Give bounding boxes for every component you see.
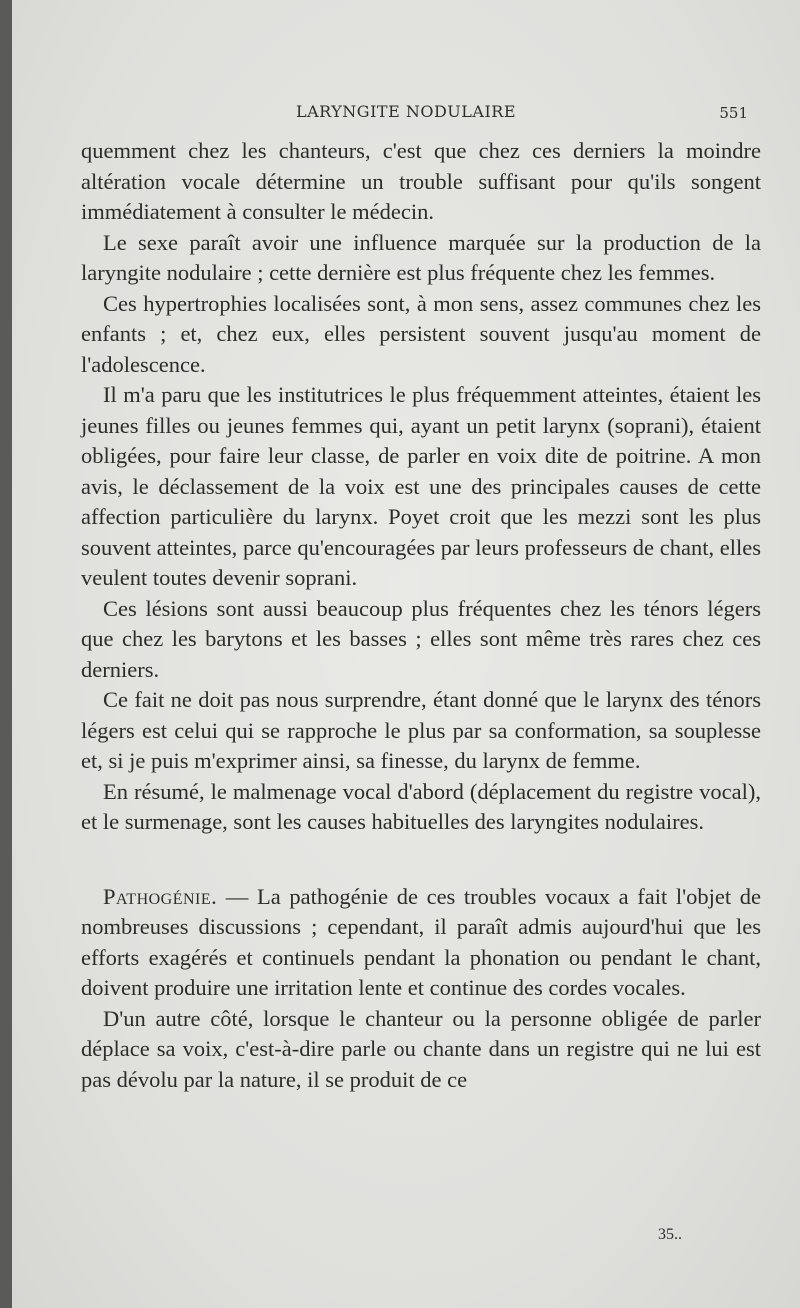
signature-mark: 35.. — [658, 1226, 682, 1243]
paragraph-7: En résumé, le malmenage vocal d'abord (déplacement du registre vocal), et le surmenage, sont les causes habituelles des laryngites nodulaires. — [81, 778, 761, 834]
paragraph-3: Ces hypertrophies localisées sont, à mon sens, assez communes chez les enfants ; et, chez eux, elles persistent souvent jusqu'au moment de l'adolescence. — [81, 290, 761, 377]
paragraph-2: Le sexe paraît avoir une influence marquée sur la production de la laryngite nodulaire ; cette dernière est plus fréquente chez les femmes. — [81, 229, 761, 285]
running-title: LARYNGITE NODULAIRE — [296, 102, 516, 121]
section-heading: Pathogénie. — [103, 883, 218, 909]
page-header — [12, 102, 800, 130]
body-text — [81, 136, 761, 1095]
paragraph-last: D'un autre côté, lorsque le chanteur ou la personne obligée de parler déplace sa voix, c'est-à-dire parle ou chante dans un registre qui ne lui est pas dévolu par la nature, il se produit de ce — [81, 1005, 761, 1092]
section-text: — La pathogénie de ces troubles vocaux a fait l'objet de nombreuses discussions ; cependant, il paraît admis aujourd'hui que les efforts exagérés et continuels pendant la phonation ou pendant le chant, doivent produire une irritation lente et continue des cordes vocales. — [81, 883, 761, 1000]
page-number: 551 — [719, 104, 748, 122]
section-paragraph — [81, 882, 761, 1004]
paragraph-4: Il m'a paru que les institutrices le plus fréquemment atteintes, étaient les jeunes filles ou jeunes femmes qui, ayant un petit larynx (soprani), étaient obligées, pour faire leur classe, de parler en voix dite de poitrine. A mon avis, le déclassement de la voix est une des principales causes de cette affection particulière du larynx. Poyet croit que les mezzi sont les plus souvent atteintes, parce qu'encouragées par leurs professeurs de chant, elles veulent toutes devenir soprani. — [81, 382, 761, 590]
paragraph-1: quemment chez les chanteurs, c'est que chez ces derniers la moindre altération vocale détermine un trouble suffisant pour qu'ils songent immédiatement à consulter le médecin. — [81, 138, 761, 224]
paragraph-5: Ces lésions sont aussi beaucoup plus fréquentes chez les ténors légers que chez les barytons et les basses ; elles sont même très rares chez ces derniers. — [81, 595, 761, 682]
book-page — [12, 0, 800, 1308]
paragraph-6: Ce fait ne doit pas nous surprendre, étant donné que le larynx des ténors légers est celui qui se rapproche le plus par sa conformation, sa souplesse et, si je puis m'exprimer ainsi, sa finesse, du larynx de femme. — [81, 687, 761, 773]
